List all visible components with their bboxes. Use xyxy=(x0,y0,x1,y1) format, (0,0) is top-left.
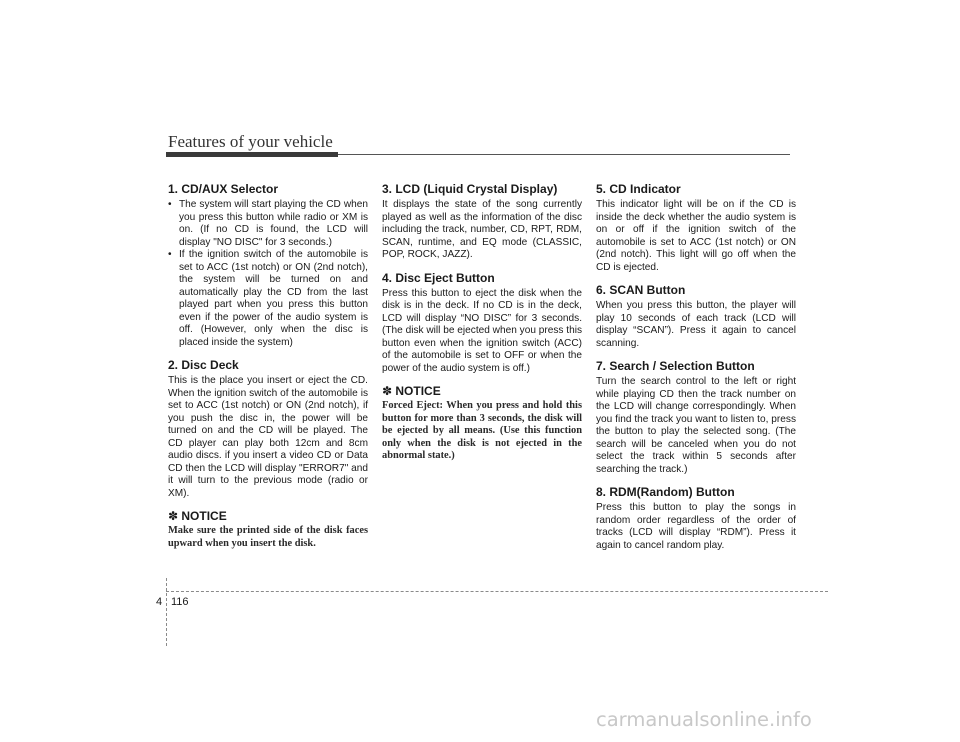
header-rule xyxy=(338,154,790,155)
section-heading-disc-deck: 2. Disc Deck xyxy=(168,358,239,372)
notice-heading: ✽ NOTICE xyxy=(168,509,227,523)
content-column-1 xyxy=(168,182,368,550)
section-heading-cd-aux-selector: 1. CD/AUX Selector xyxy=(168,182,279,196)
footer-chapter-number: 4 xyxy=(156,596,163,608)
page-header-title: Features of your vehicle xyxy=(168,132,333,151)
bullet-item: • The system will start playing the CD when you press this button while radio or XM is on. (If no CD is found, the LCD will display "NO DISC" for 3 seconds.) xyxy=(168,199,368,249)
content-column-2 xyxy=(382,182,582,463)
cd-indicator-text: This indicator light will be on if the CD is inside the deck whether the audio system is on or off if the ignition switch of the automobile is set to ACC (1st notch) or ON (2nd notch). This light will go off when the CD is ejected. xyxy=(596,199,796,273)
section-heading-search-selection: 7. Search / Selection Button xyxy=(596,359,755,373)
disc-eject-text: Press this button to eject the disk when the disk is in the deck. If no CD is in the deck, LCD will display “NO DISC” for 3 seconds. (The disk will be ejected when you press this button even when the ignition switch (ACC) of the automobile is set to OFF or when the power of the audio system is off.) xyxy=(382,287,582,374)
header-accent-bar xyxy=(166,152,338,157)
scan-button-text: When you press this button, the player will play 10 seconds of each track (LCD will display “SCAN”). Press it again to cancel scanning. xyxy=(596,300,796,349)
disc-deck-text: This is the place you insert or eject the CD. When the ignition switch of the automobile is set to ACC (1st notch) or ON (2nd notch), if you push the disc in, the power will be turned on and the CD will be played. The CD player can play both 12cm and 8cm audio discs. if you insert a video CD or Data CD then the LCD will display "ERROR7" and it will turn to the previous mode (radio or XM). xyxy=(168,375,368,499)
bullet-item: • If the ignition switch of the automobile is set to ACC (1st notch) or ON (2nd notch), the system will be turned on and automatically play the CD from the last played part when you press this button even if the power of the audio system is off. (However, only when the disc is placed inside the system) xyxy=(168,249,368,349)
footer-page-number: 116 xyxy=(171,596,189,608)
notice-text: Make sure the printed side of the disk faces upward when you insert the disk. xyxy=(168,525,368,549)
notice-text: Forced Eject: When you press and hold this button for more than 3 seconds, the disk will be ejected by all means. (Use this function only when the disk is not ejected in the abnormal state.) xyxy=(382,400,582,461)
rdm-button-text: Press this button to play the songs in random order regardless of the order of tracks (LCD will display “RDM”). Press it again to cancel random play. xyxy=(596,502,796,551)
footer-horizontal-rule xyxy=(166,591,828,592)
cd-aux-bullet-list xyxy=(168,199,368,349)
notice-heading: ✽ NOTICE xyxy=(382,384,441,398)
section-heading-scan-button: 6. SCAN Button xyxy=(596,283,686,297)
section-heading-lcd: 3. LCD (Liquid Crystal Display) xyxy=(382,182,558,196)
section-heading-rdm-button: 8. RDM(Random) Button xyxy=(596,485,735,499)
footer-vertical-rule xyxy=(166,578,167,646)
section-heading-disc-eject: 4. Disc Eject Button xyxy=(382,270,495,285)
search-selection-text: Turn the search control to the left or right while playing CD then the track number on the LCD will change correspondingly. When you find the track you want to listen to, press the button to play the selected song. (The search will be canceled when you do not select the track within 5 seconds after searching the track.) xyxy=(596,376,796,475)
lcd-text: It displays the state of the song currently played as well as the information of the disc including the track, number, CD, RPT, RDM, SCAN, runtime, and EQ mode (CLASSIC, POP, ROCK, JAZZ). xyxy=(382,199,582,260)
section-heading-cd-indicator: 5. CD Indicator xyxy=(596,182,681,196)
watermark: carmanualsonline.info xyxy=(596,708,812,731)
content-column-3 xyxy=(596,182,796,552)
